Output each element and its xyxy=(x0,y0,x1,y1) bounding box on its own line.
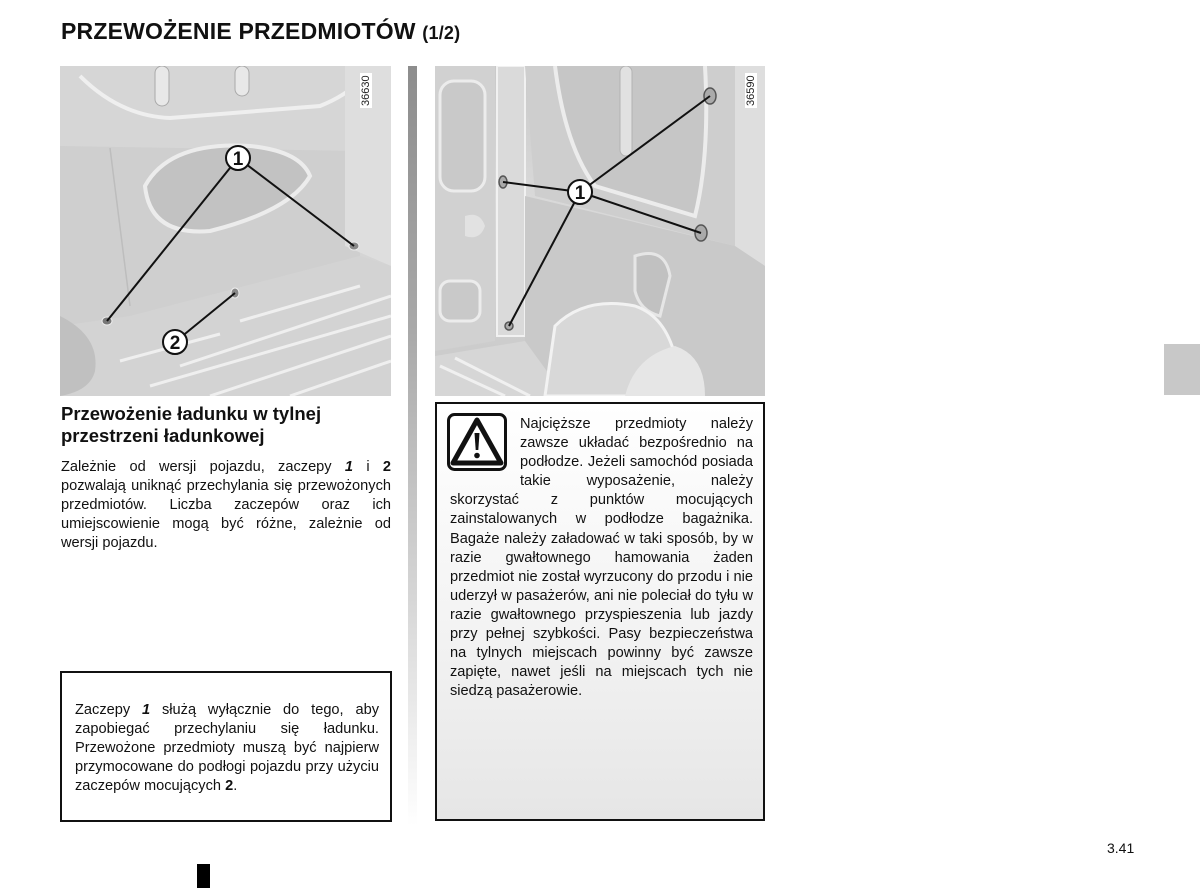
page-number: 3.41 xyxy=(1107,840,1135,856)
reference-2: 2 xyxy=(382,459,391,475)
body-text-part: pozwalają uniknąć przechylania się przewożonych przedmiotów. Liczba zaczepów oraz ich umiejscowienie mogą być różne, zależnie od wersji pojazdu. xyxy=(61,478,391,551)
reference-1: 1 xyxy=(344,459,354,475)
figure-code: 36590 xyxy=(745,75,757,106)
body-text-part: i xyxy=(353,459,383,475)
page-title-text: PRZEWOŻENIE PRZEDMIOTÓW xyxy=(61,18,416,44)
note-text-part: Zaczepy xyxy=(75,702,143,718)
figure-cargo-wall-illustration xyxy=(435,66,765,396)
note-text-part: służą wyłącznie do tego, aby zapobiegać przechylaniu się ładunku. Przewożone przedmioty muszą być najpierw przymocowane do podłogi pojazdu przy użyciu zaczepów mocujących xyxy=(75,702,379,794)
figure-cargo-floor-illustration xyxy=(60,66,391,396)
warning-text-container xyxy=(450,415,753,701)
note-text xyxy=(75,701,379,796)
reference-1: 1 xyxy=(142,702,151,718)
note-box xyxy=(60,671,392,822)
page-part-indicator: (1/2) xyxy=(422,23,461,43)
body-text-part: Zależnie od wersji pojazdu, zaczepy xyxy=(61,459,345,475)
warning-box xyxy=(435,402,765,821)
callout-2-label: 2 xyxy=(169,333,181,354)
section-body xyxy=(61,458,391,553)
page-title xyxy=(61,18,460,45)
note-text-part: . xyxy=(233,778,238,794)
column-divider xyxy=(408,66,417,826)
figure-cargo-floor xyxy=(60,66,391,396)
section-heading: Przewożenie ładunku w tylnej przestrzeni ładunkowej xyxy=(61,403,322,446)
figure-cargo-wall xyxy=(435,66,765,396)
callout-1-label: 1 xyxy=(232,149,244,170)
reference-2: 2 xyxy=(225,778,234,794)
callout-1-label: 1 xyxy=(574,183,586,204)
print-mark xyxy=(197,864,210,888)
figure-code: 36630 xyxy=(360,75,372,106)
chapter-tab xyxy=(1164,344,1200,395)
warning-text: Najcięższe przedmioty należy zawsze układać bezpośrednio na podłodze. Jeżeli samochód posiada takie wyposażenie, należy skorzystać z punktów mocujących zainstalowanych w podłodze bagażnika. Bagaże należy załadować w taki sposób, by w razie gwałtownego hamowania żaden przedmiot nie został wyrzucony do przodu i nie uderzył w pasażerów, ani nie poleciał do tyłu w razie gwałtownego przyspieszenia lub jazdy przy pełnej szybkości. Pasy bezpieczeństwa na tylnych miejscach powinny być zawsze zapięte, nawet jeśli na miejscach tych nie siedzą pasażerowie. xyxy=(450,416,753,700)
